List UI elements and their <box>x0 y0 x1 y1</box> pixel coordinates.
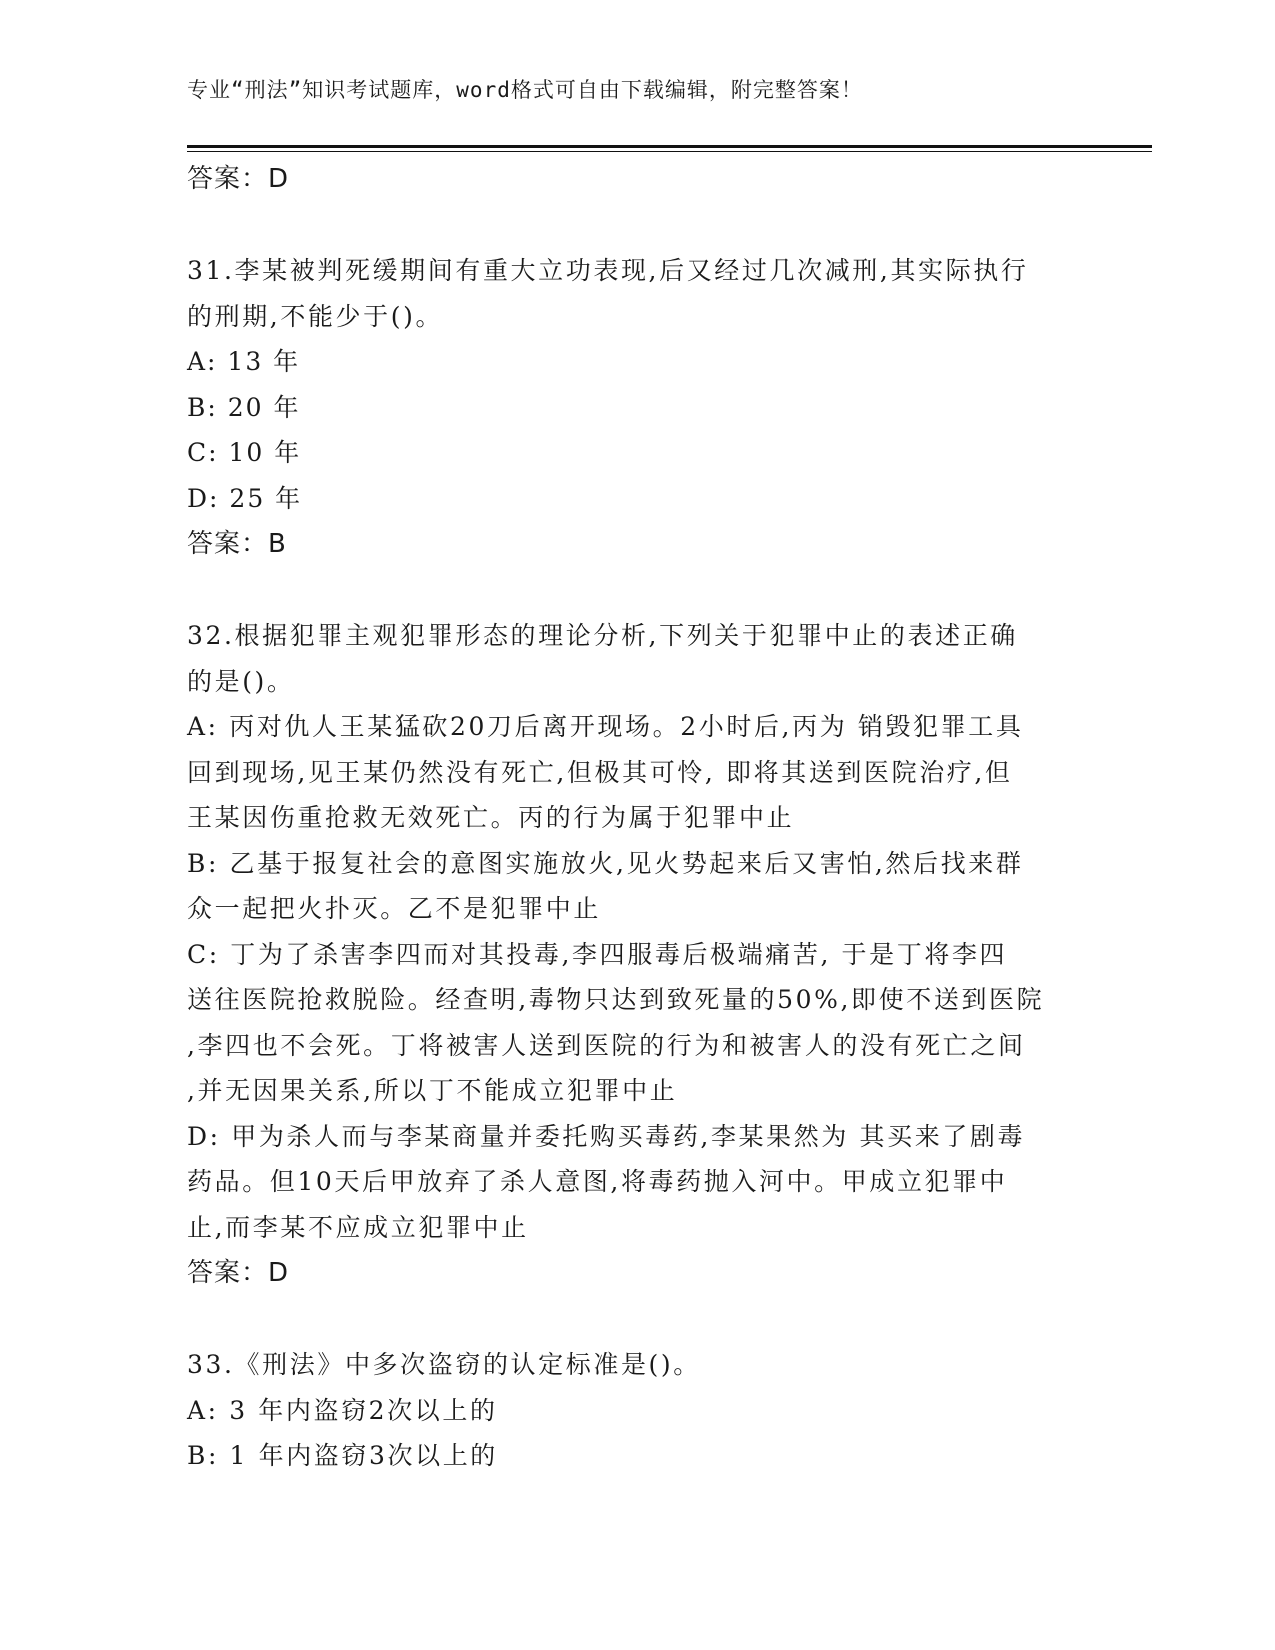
spacer <box>187 1296 1087 1342</box>
question-stem: 的是()。 <box>187 666 295 696</box>
option-d: 止,而李某不应成立犯罪中止 <box>187 1212 529 1242</box>
spacer <box>187 202 1087 248</box>
option-a: A: 丙对仇人王某猛砍20刀后离开现场。2小时后,丙为 销毁犯罪工具 <box>187 712 1024 741</box>
question-32 <box>187 613 1087 1296</box>
option-c: C: 10 年 <box>187 438 302 467</box>
answer-label: 答案：D <box>187 164 290 194</box>
question-content <box>187 156 1087 1479</box>
option-b: B: 乙基于报复社会的意图实施放火,见火势起来后又害怕,然后找来群 <box>187 848 1024 878</box>
option-c: C: 丁为了杀害李四而对其投毒,李四服毒后极端痛苦, 于是丁将李四 <box>187 939 1008 969</box>
header-rule-thick <box>187 145 1152 148</box>
question-stem: 33.《刑法》中多次盗窃的认定标准是()。 <box>187 1350 701 1379</box>
option-c: ,并无因果关系,所以丁不能成立犯罪中止 <box>187 1076 678 1105</box>
option-d: 药品。但10天后甲放弃了杀人意图,将毒药抛入河中。甲成立犯罪中 <box>187 1167 1008 1196</box>
question-31 <box>187 248 1087 567</box>
option-b: B: 1 年内盗窃3次以上的 <box>187 1441 498 1470</box>
option-a: A: 13 年 <box>187 347 301 376</box>
question-stem: 的刑期,不能少于()。 <box>187 301 444 331</box>
option-b: B: 20 年 <box>187 392 301 422</box>
question-stem: 31.李某被判死缓期间有重大立功表现,后又经过几次减刑,其实际执行 <box>187 256 1029 285</box>
answer-label: 答案：D <box>187 1258 290 1288</box>
question-stem: 32.根据犯罪主观犯罪形态的理论分析,下列关于犯罪中止的表述正确 <box>187 621 1018 650</box>
option-d: D: 甲为杀人而与李某商量并委托购买毒药,李某果然为 其买来了剧毒 <box>187 1121 1026 1151</box>
option-b: 众一起把火扑灭。乙不是犯罪中止 <box>187 894 602 923</box>
option-d: D: 25 年 <box>187 483 303 513</box>
option-c: ,李四也不会死。丁将被害人送到医院的行为和被害人的没有死亡之间 <box>187 1030 1026 1060</box>
header-rule-thin <box>187 151 1152 152</box>
option-a: A: 3 年内盗窃2次以上的 <box>187 1395 498 1425</box>
answer-label: 答案：B <box>187 529 287 559</box>
question-33 <box>187 1342 1087 1479</box>
option-a: 回到现场,见王某仍然没有死亡,但极其可怜, 即将其送到医院治疗,但 <box>187 757 1013 787</box>
option-c: 送往医院抢救脱险。经查明,毒物只达到致死量的50%,即使不送到医院 <box>187 985 1045 1014</box>
spacer <box>187 567 1087 613</box>
page-header: 专业“刑法”知识考试题库，word格式可自由下载编辑，附完整答案！ <box>187 78 863 102</box>
option-a: 王某因伤重抢救无效死亡。丙的行为属于犯罪中止 <box>187 803 795 832</box>
